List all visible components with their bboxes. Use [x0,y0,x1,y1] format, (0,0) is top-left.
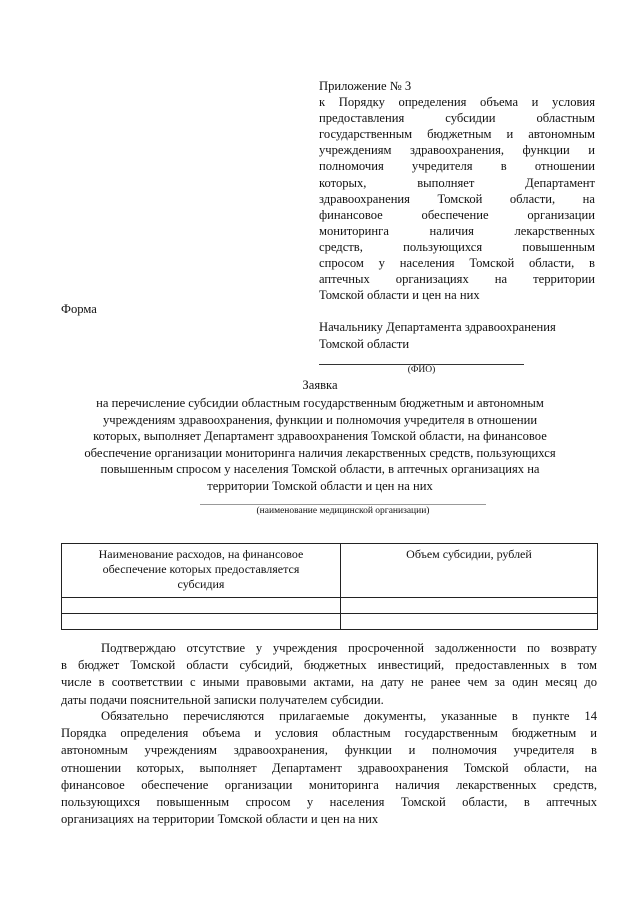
table-row [62,598,598,614]
fio-caption: (ФИО) [407,365,436,375]
table-row [62,614,598,630]
table-header-amount: Объем субсидии, рублей [341,544,598,598]
paragraph-line: Подтверждаю отсутствие у учреждения просроченной задолженности по возврату [101,641,597,655]
appendix-reference-block [319,78,595,303]
request-subject-line: территории Томской области и цен на них [207,478,433,493]
request-subject-line: обеспечение организации мониторинга наличия лекарственных средств, пользующихся [84,445,556,460]
appendix-line: мониторинга наличия лекарственных [319,223,595,238]
appendix-line: государственным бюджетным и автономным [319,127,595,142]
appendix-line: учреждениям здравоохранения, функции и [319,143,595,158]
header-line: обеспечение которых предоставляется [102,562,300,576]
paragraph-line: даты подачи пояснительной записки получателем субсидии. [61,692,384,707]
header-line: Наименование расходов, на финансовое [98,547,304,561]
addressee-block [319,319,609,353]
request-title: Заявка [302,378,338,392]
confirmation-paragraph [61,640,597,709]
request-subject-line: которых, выполняет Департамент здравоохранения Томской области, на финансовое [93,429,547,444]
table-header-expenses [62,544,341,598]
table-cell [62,598,341,614]
organization-name-caption: (наименование медицинской организации) [256,506,430,516]
table-cell [341,614,598,630]
paragraph-line: организациях на территории Томской области и цен на них [61,812,379,827]
request-subject-line: повышенным спросом у населения Томской области, в аптечных организациях на [100,462,540,477]
appendix-line: Томской области и цен на них [319,288,480,303]
table-header-row [62,544,598,598]
subsidy-table [61,543,598,630]
appendix-line: к Порядку определения объема и условия [319,95,595,110]
request-subject-line: учреждениям здравоохранения, функции и полномочия учредителя в отношении [102,412,538,427]
paragraph-line: финансовое обеспечение организации мониторинга наличия лекарственных средств, [61,777,597,792]
addressee-line: Начальнику Департамента здравоохранения [319,320,556,334]
appendix-line: полномочия учредителя в отношении [319,159,595,174]
request-subject-line: на перечисление субсидии областным государственным бюджетным и автономным [96,396,544,410]
appendix-number: Приложение № 3 [319,79,412,93]
organization-name-line [200,504,486,505]
paragraph-line: автономным учреждениям здравоохранения, функции и полномочия учредителя в [61,743,597,758]
appendix-line: финансовое обеспечение организации [319,207,595,222]
header-line: субсидия [177,577,225,591]
appendix-line: спросом у населения Томской области, в [319,256,595,271]
paragraph-line: Порядка определения объема и условия областным государственным бюджетным и [61,726,597,741]
paragraph-line: пользующихся повышенным спросом у населения Томской области, в аптечных [61,795,597,810]
appendix-line: аптечных организациях на территории [319,272,595,287]
appendix-line: здравоохранения Томской области, на [319,191,595,206]
paragraph-line: отношении которых, выполняет Департамент здравоохранения Томской области, на [61,760,597,775]
paragraph-line: Обязательно перечисляются прилагаемые документы, указанные в пункте 14 [101,709,597,723]
paragraph-line: числе в соответствии с иными правовыми актами, на дату не ранее чем за один месяц до [61,675,597,690]
table-cell [341,598,598,614]
form-label: Форма [61,302,97,316]
appendix-line: предоставления субсидии областным [319,111,595,126]
request-subject [58,395,582,495]
paragraph-line: в бюджет Томской области субсидий, бюджетных инвестиций, предоставленных в том [61,658,597,673]
table-cell [62,614,341,630]
appendix-line: средств, пользующихся повышенным [319,239,595,254]
appendix-line: которых, выполняет Департамент [319,175,595,190]
addressee-line: Томской области [319,337,410,351]
attachments-paragraph [61,708,597,828]
